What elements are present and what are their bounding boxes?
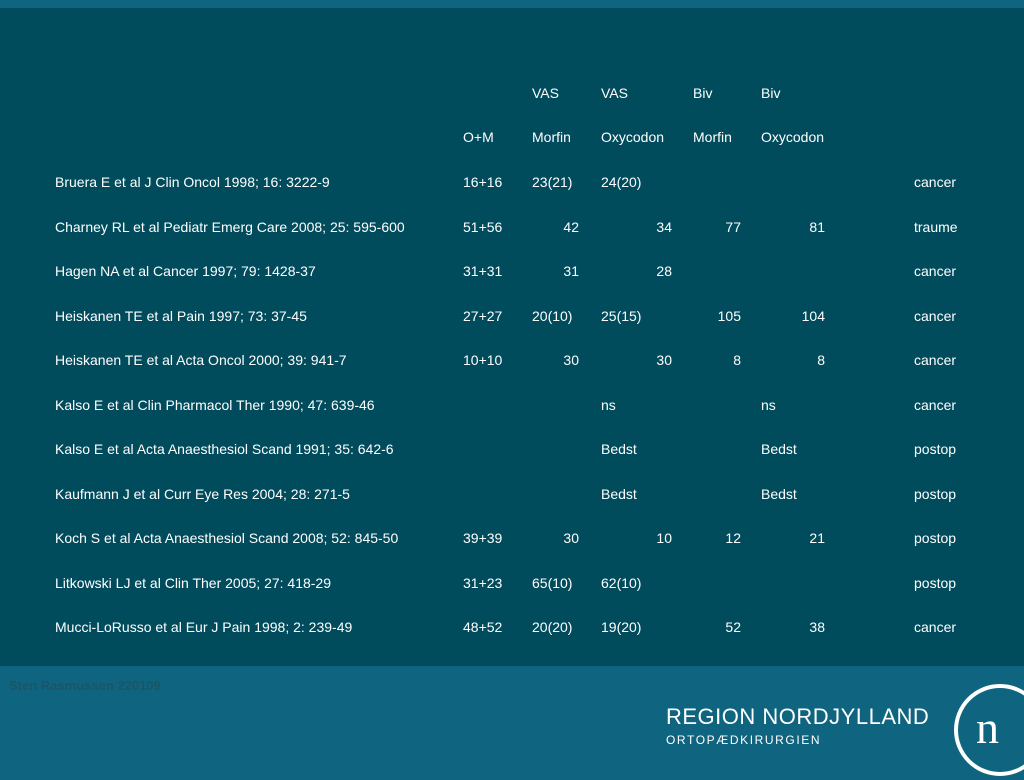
value-cell: 42 <box>563 219 579 235</box>
header-cell: O+M <box>463 129 494 145</box>
value-cell: Bedst <box>761 441 797 457</box>
value-cell: 30 <box>656 352 672 368</box>
om-cell: 16+16 <box>463 174 503 190</box>
top-strip <box>0 0 1024 8</box>
om-cell: 48+52 <box>463 619 503 635</box>
value-cell: 28 <box>656 263 672 279</box>
type-cell: postop <box>914 486 957 502</box>
value-cell: 8 <box>817 352 825 368</box>
type-cell: cancer <box>914 263 957 279</box>
value-cell: 38 <box>809 619 825 635</box>
brand-subtitle: ORTOPÆDKIRURGIEN <box>666 733 822 747</box>
reference-cell: Kalso E et al Clin Pharmacol Ther 1990; 47: 639-46 <box>55 397 375 413</box>
value-cell: 30 <box>563 530 579 546</box>
type-cell: cancer <box>914 352 957 368</box>
header-top-cell: Biv <box>693 85 713 101</box>
om-cell: 39+39 <box>463 530 503 546</box>
type-cell: postop <box>914 441 957 457</box>
slide-body <box>0 8 1024 666</box>
header-cell: Oxycodon <box>761 129 825 145</box>
value-cell: 20(20) <box>532 619 573 635</box>
value-cell: 52 <box>725 619 741 635</box>
region-logo-icon <box>950 680 1024 780</box>
value-cell: 23(21) <box>532 174 573 190</box>
reference-cell: Mucci-LoRusso et al Eur J Pain 1998; 2: 239-49 <box>55 619 353 635</box>
type-cell: cancer <box>914 174 957 190</box>
om-cell: 51+56 <box>463 219 503 235</box>
header-top-cell: VAS <box>601 85 628 101</box>
header-cell: Morfin <box>693 129 732 145</box>
header-cell: Morfin <box>532 129 571 145</box>
type-cell: cancer <box>914 397 957 413</box>
value-cell: 62(10) <box>601 575 642 591</box>
reference-cell: Heiskanen TE et al Pain 1997; 73: 37-45 <box>55 308 307 324</box>
value-cell: 34 <box>656 219 672 235</box>
reference-cell: Hagen NA et al Cancer 1997; 79: 1428-37 <box>55 263 316 279</box>
logo-letter: n <box>976 702 999 753</box>
value-cell: 8 <box>733 352 741 368</box>
value-cell: 81 <box>809 219 825 235</box>
value-cell: Bedst <box>601 486 637 502</box>
type-cell: cancer <box>914 619 957 635</box>
type-cell: traume <box>914 219 958 235</box>
reference-cell: Koch S et al Acta Anaesthesiol Scand 2008; 52: 845-50 <box>55 530 399 546</box>
value-cell: 25(15) <box>601 308 642 324</box>
value-cell: 12 <box>725 530 741 546</box>
brand-name: REGION NORDJYLLAND <box>666 704 930 729</box>
value-cell: 10 <box>656 530 672 546</box>
reference-cell: Litkowski LJ et al Clin Ther 2005; 27: 418-29 <box>55 575 332 591</box>
author-footer: Sten Rasmussen 220109 <box>9 678 161 693</box>
value-cell: 24(20) <box>601 174 642 190</box>
om-cell: 27+27 <box>463 308 503 324</box>
value-cell: 65(10) <box>532 575 573 591</box>
reference-cell: Charney RL et al Pediatr Emerg Care 2008; 25: 595-600 <box>55 219 405 235</box>
type-cell: postop <box>914 575 957 591</box>
header-top-cell: VAS <box>532 85 559 101</box>
value-cell: 105 <box>717 308 741 324</box>
om-cell: 31+31 <box>463 263 503 279</box>
value-cell: Bedst <box>761 486 797 502</box>
value-cell: Bedst <box>601 441 637 457</box>
value-cell: 19(20) <box>601 619 642 635</box>
om-cell: 31+23 <box>463 575 503 591</box>
type-cell: cancer <box>914 308 957 324</box>
type-cell: postop <box>914 530 957 546</box>
value-cell: 31 <box>563 263 579 279</box>
value-cell: 30 <box>563 352 579 368</box>
value-cell: 77 <box>725 219 741 235</box>
header-cell: Oxycodon <box>601 129 665 145</box>
value-cell: 104 <box>801 308 825 324</box>
reference-cell: Kaufmann J et al Curr Eye Res 2004; 28: 271-5 <box>55 486 350 502</box>
reference-cell: Bruera E et al J Clin Oncol 1998; 16: 3222-9 <box>55 174 330 190</box>
value-cell: ns <box>761 397 776 413</box>
reference-cell: Heiskanen TE et al Acta Oncol 2000; 39: 941-7 <box>55 352 347 368</box>
reference-cell: Kalso E et al Acta Anaesthesiol Scand 1991; 35: 642-6 <box>55 441 394 457</box>
value-cell: ns <box>601 397 616 413</box>
header-top-cell: Biv <box>761 85 781 101</box>
om-cell: 10+10 <box>463 352 503 368</box>
value-cell: 21 <box>809 530 825 546</box>
value-cell: 20(10) <box>532 308 573 324</box>
